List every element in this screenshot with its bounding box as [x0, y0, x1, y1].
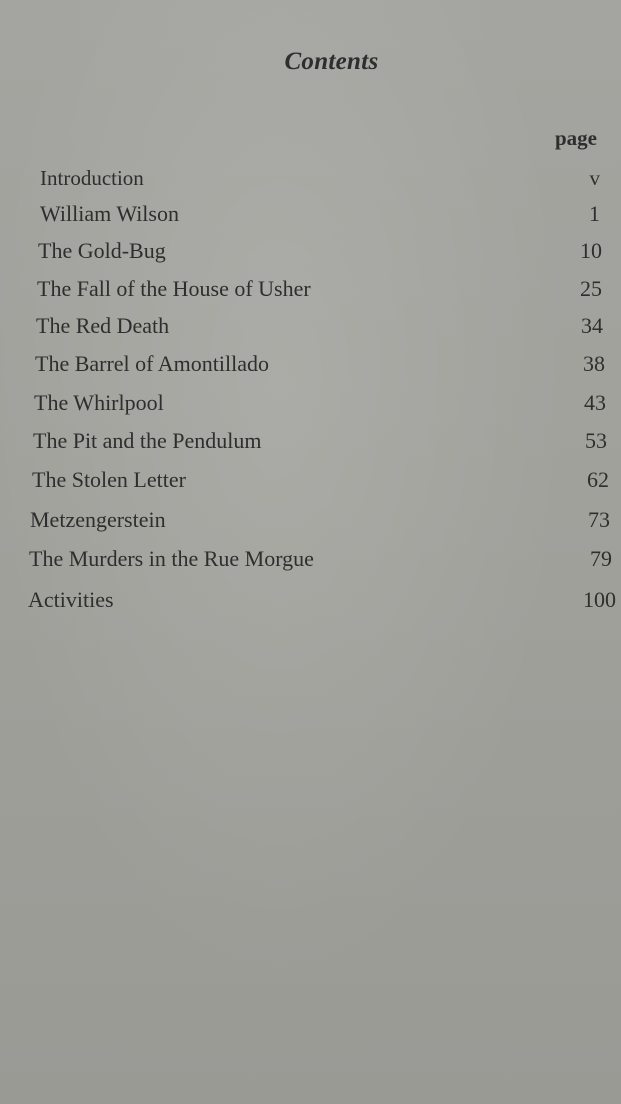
toc-entry-title: The Stolen Letter	[32, 467, 186, 492]
toc-entry	[35, 349, 605, 379]
toc-entry-title: Metzengerstein	[30, 507, 166, 532]
toc-entry-page: 10	[580, 238, 602, 263]
toc-entry-page: 34	[581, 313, 603, 338]
toc-entry-page: 53	[585, 428, 607, 453]
toc-entry-page: 79	[590, 546, 612, 571]
toc-entry-title: The Whirlpool	[34, 390, 164, 415]
page-title: Contents	[284, 48, 379, 75]
toc-entry-title: The Barrel of Amontillado	[35, 351, 269, 376]
toc-entry	[36, 311, 603, 341]
toc-entry-page: 43	[584, 390, 606, 415]
toc-entry	[29, 544, 612, 574]
toc-entry-page: 100	[583, 587, 616, 612]
toc-entry-page: 73	[588, 507, 610, 532]
toc-entry-page: 1	[589, 201, 600, 226]
toc-entry	[32, 465, 609, 495]
toc-entry	[34, 388, 606, 418]
toc-entry	[28, 585, 616, 615]
toc-entry-page: 25	[580, 276, 602, 301]
page-column-heading: page	[555, 126, 597, 150]
toc-entry	[40, 199, 600, 229]
toc-entry	[37, 274, 602, 304]
toc-entry	[30, 505, 610, 535]
toc-entry-title: The Red Death	[36, 313, 170, 338]
toc-entry-page: 38	[583, 351, 605, 376]
toc-entry	[38, 236, 602, 266]
toc-entry-title: Activities	[28, 587, 114, 612]
toc-entry-page: 62	[587, 467, 609, 492]
toc-entry	[33, 426, 607, 456]
toc-entry-title: Introduction	[40, 166, 144, 190]
toc-entry-title: The Murders in the Rue Morgue	[29, 546, 314, 571]
toc-entry-title: The Fall of the House of Usher	[37, 276, 311, 301]
toc-entry-page: v	[589, 166, 600, 190]
toc-entry-title: The Pit and the Pendulum	[33, 428, 262, 453]
toc-entry	[40, 163, 600, 193]
toc-entry-title: William Wilson	[40, 201, 179, 226]
toc-entry-title: The Gold-Bug	[38, 238, 166, 263]
